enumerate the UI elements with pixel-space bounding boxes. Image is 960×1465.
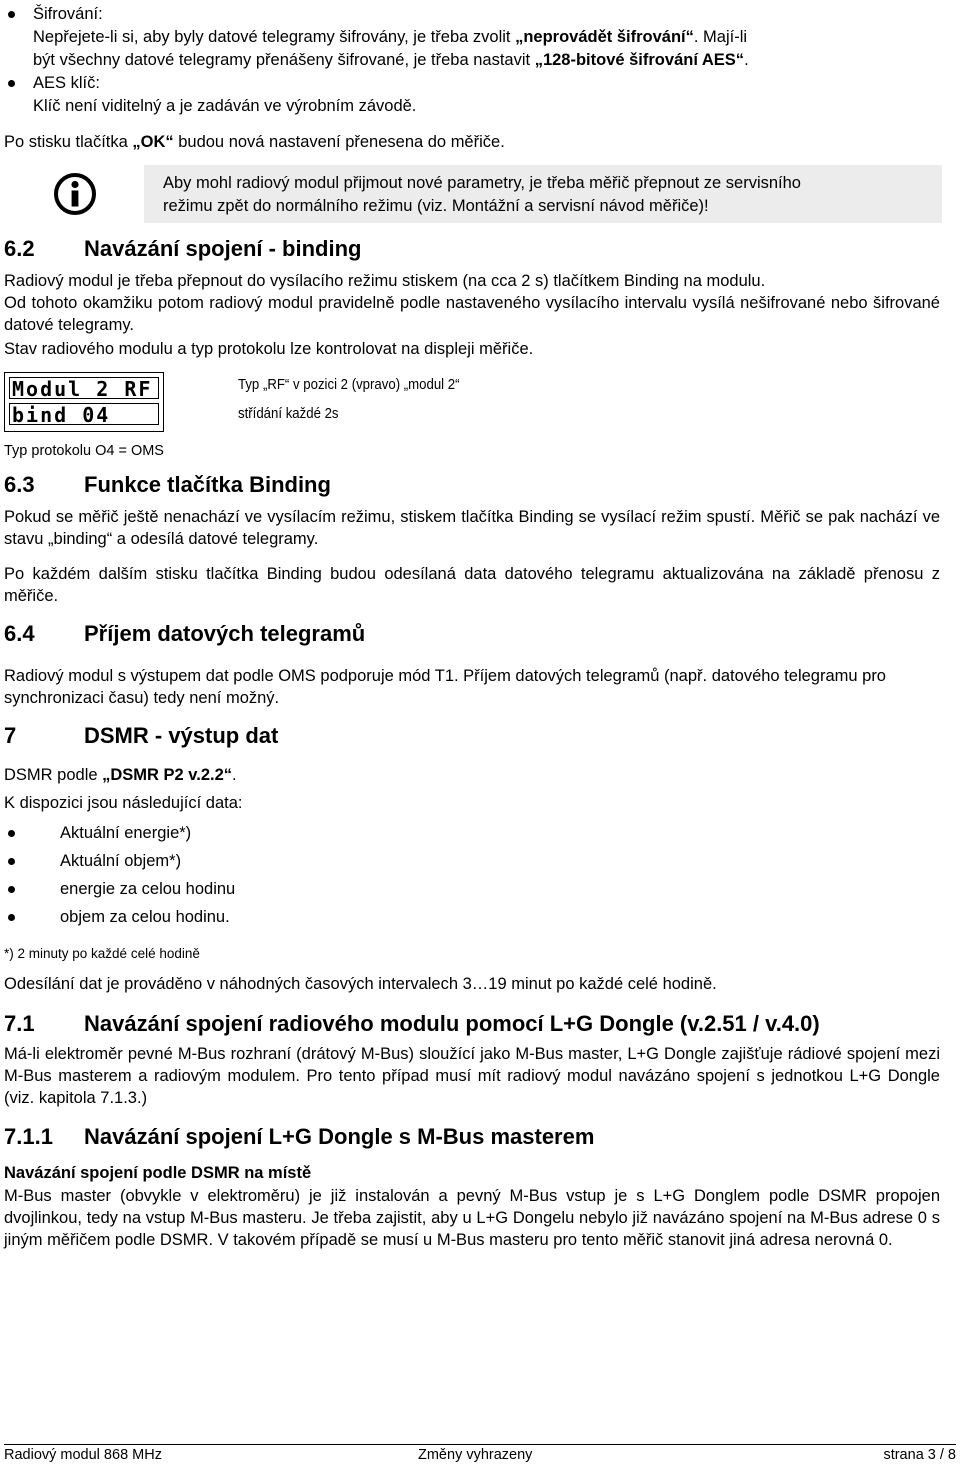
section-7-1-1-heading	[4, 1124, 594, 1150]
text: DSMR podle	[4, 766, 103, 784]
info-icon	[53, 172, 97, 216]
list-item: Aktuální energie*)	[60, 824, 192, 842]
s71-p1: Má-li elektroměr pevné M-Bus rozhraní (drátový M-Bus) sloužící jako M-Bus master, L+G Dongle zajišťuje rádiové spojení mezi M-Bus masterem a radiovým modulem. Pro tento případ musí mít radiový modul navázáno spojení s jednotkou L+G Dongle (viz. kapitola 7.1.3.)	[4, 1045, 940, 1107]
footer-center: Změny vyhrazeny	[418, 1447, 533, 1463]
emphasis: „DSMR P2 v.2.2“	[102, 766, 233, 784]
s62-p3: Stav radiového modulu a typ protokolu lze kontrolovat na displeji měřiče.	[4, 340, 534, 358]
note-box	[144, 165, 942, 223]
text: být všechny datové telegramy přenášeny šifrované, je třeba nastavit	[33, 51, 535, 69]
emphasis: „128-bitové šifrování AES“	[534, 51, 745, 69]
footnote: *) 2 minuty po každé celé hodině	[4, 946, 200, 961]
lcd-caption-3: Typ protokolu O4 = OMS	[4, 443, 164, 459]
section-6-2-heading	[4, 236, 361, 262]
section-number: 6.4	[4, 621, 35, 646]
list-item: Aktuální objem*)	[60, 852, 182, 870]
ok-instruction	[4, 131, 505, 153]
s711-p1: M-Bus master (obvykle v elektroměru) je již instalován a pevný M-Bus vstup je s L+G Donglem podle DSMR propojen dvojlinkou, tedy na vstup M-Bus masteru. Je třeba zajistit, aby u L+G Dongelu nebylo již navázáno spojení na M-Bus adrese 0 s jiným měřičem podle DSMR. V takovém případě se musí u M-Bus masteru pro tento měřič stanovit jiná adresa nerovná 0.	[4, 1187, 940, 1249]
lcd-line-1: Modul 2 RF	[9, 377, 159, 399]
lcd-line-2: bind 04	[9, 403, 159, 425]
section-number: 7.1	[4, 1011, 35, 1036]
text: .	[232, 766, 237, 784]
text: Nepřejete-li si, aby byly datové telegramy šifrovány, je třeba zvolit	[33, 28, 516, 46]
bullet-icon	[8, 858, 15, 865]
text: . Mají-li	[693, 28, 748, 46]
section-number: 7.1.1	[4, 1124, 53, 1149]
list-item: objem za celou hodinu.	[60, 908, 230, 926]
section-number: 6.3	[4, 472, 35, 497]
section-title: Příjem datových telegramů	[84, 621, 366, 646]
s63-p2: Po každém dalším stisku tlačítka Binding budou odesílaná data datového telegramu aktualizována na základě přenosu z měřiče.	[4, 565, 940, 605]
list-item: energie za celou hodinu	[60, 880, 236, 898]
section-7-heading	[4, 723, 278, 749]
bullet-icon	[8, 11, 15, 18]
s63-p1: Pokud se měřič ještě nenachází ve vysílacím režimu, stiskem tlačítka Binding se vysílací režim spustí. Měřič se pak nachází ve stavu „binding“ a odesílá datové telegramy.	[4, 508, 940, 548]
section-title: DSMR - výstup dat	[84, 723, 279, 748]
encryption-line-2	[33, 49, 749, 71]
section-title: Navázání spojení - binding	[84, 236, 362, 261]
aes-text: Klíč není viditelný a je zadáván ve výrobním závodě.	[33, 97, 417, 115]
s62-p2: Od tohoto okamžiku potom radiový modul pravidelně podle nastaveného vysílacího intervalu vysílá nešifrované nebo šifrované datové telegramy.	[4, 294, 940, 334]
note-line-2: režimu zpět do normálního režimu (viz. Montážní a servisní návod měřiče)!	[163, 197, 709, 215]
s62-p1: Radiový modul je třeba přepnout do vysílacího režimu stiskem (na cca 2 s) tlačítkem Binding na modulu.	[4, 272, 766, 290]
lcd-caption-2: střídání každé 2s	[238, 405, 339, 422]
bullet-icon	[8, 914, 15, 921]
dsmr-version	[4, 764, 237, 786]
section-number: 6.2	[4, 236, 35, 261]
section-title: Navázání spojení radiového modulu pomocí L+G Dongle (v.2.51 / v.4.0)	[84, 1011, 820, 1036]
encryption-line-1	[33, 26, 747, 48]
section-7-1-heading	[4, 1011, 820, 1037]
section-6-4-heading	[4, 621, 365, 647]
page-footer	[4, 1444, 956, 1463]
note-line-1: Aby mohl radiový modul přijmout nové parametry, je třeba měřič přepnout ze servisního	[163, 174, 801, 192]
emphasis: „OK“	[132, 133, 174, 151]
section-title: Navázání spojení L+G Dongle s M-Bus masterem	[84, 1124, 595, 1149]
text: .	[744, 51, 749, 69]
lcd-caption-1: Typ „RF“ v pozici 2 (vpravo) „modul 2“	[238, 376, 460, 393]
emphasis: „neprovádět šifrování“	[515, 28, 694, 46]
bullet-icon	[8, 830, 15, 837]
data-intro: K dispozici jsou následující data:	[4, 794, 243, 812]
s64-p1: Radiový modul s výstupem dat podle OMS podporuje mód T1. Příjem datových telegramů (např. datového telegramu pro synchronizaci času) tedy není možný.	[4, 667, 886, 707]
subheading: Navázání spojení podle DSMR na místě	[4, 1164, 312, 1182]
send-interval: Odesílání dat je prováděno v náhodných časových intervalech 3…19 minut po každé celé hodině.	[4, 975, 717, 993]
section-number: 7	[4, 723, 17, 748]
footer-page-number: strana 3 / 8	[883, 1447, 956, 1463]
bullet-icon	[8, 886, 15, 893]
footer-left: Radiový modul 868 MHz	[4, 1447, 162, 1463]
section-6-3-heading	[4, 472, 331, 498]
bullet-encryption-title: Šifrování:	[33, 5, 103, 23]
text: budou nová nastavení přenesena do měřiče.	[173, 133, 505, 151]
bullet-aes-title: AES klíč:	[33, 74, 100, 92]
section-title: Funkce tlačítka Binding	[84, 472, 331, 497]
lcd-display	[4, 372, 164, 432]
bullet-icon	[8, 80, 15, 87]
text: Po stisku tlačítka	[4, 133, 133, 151]
